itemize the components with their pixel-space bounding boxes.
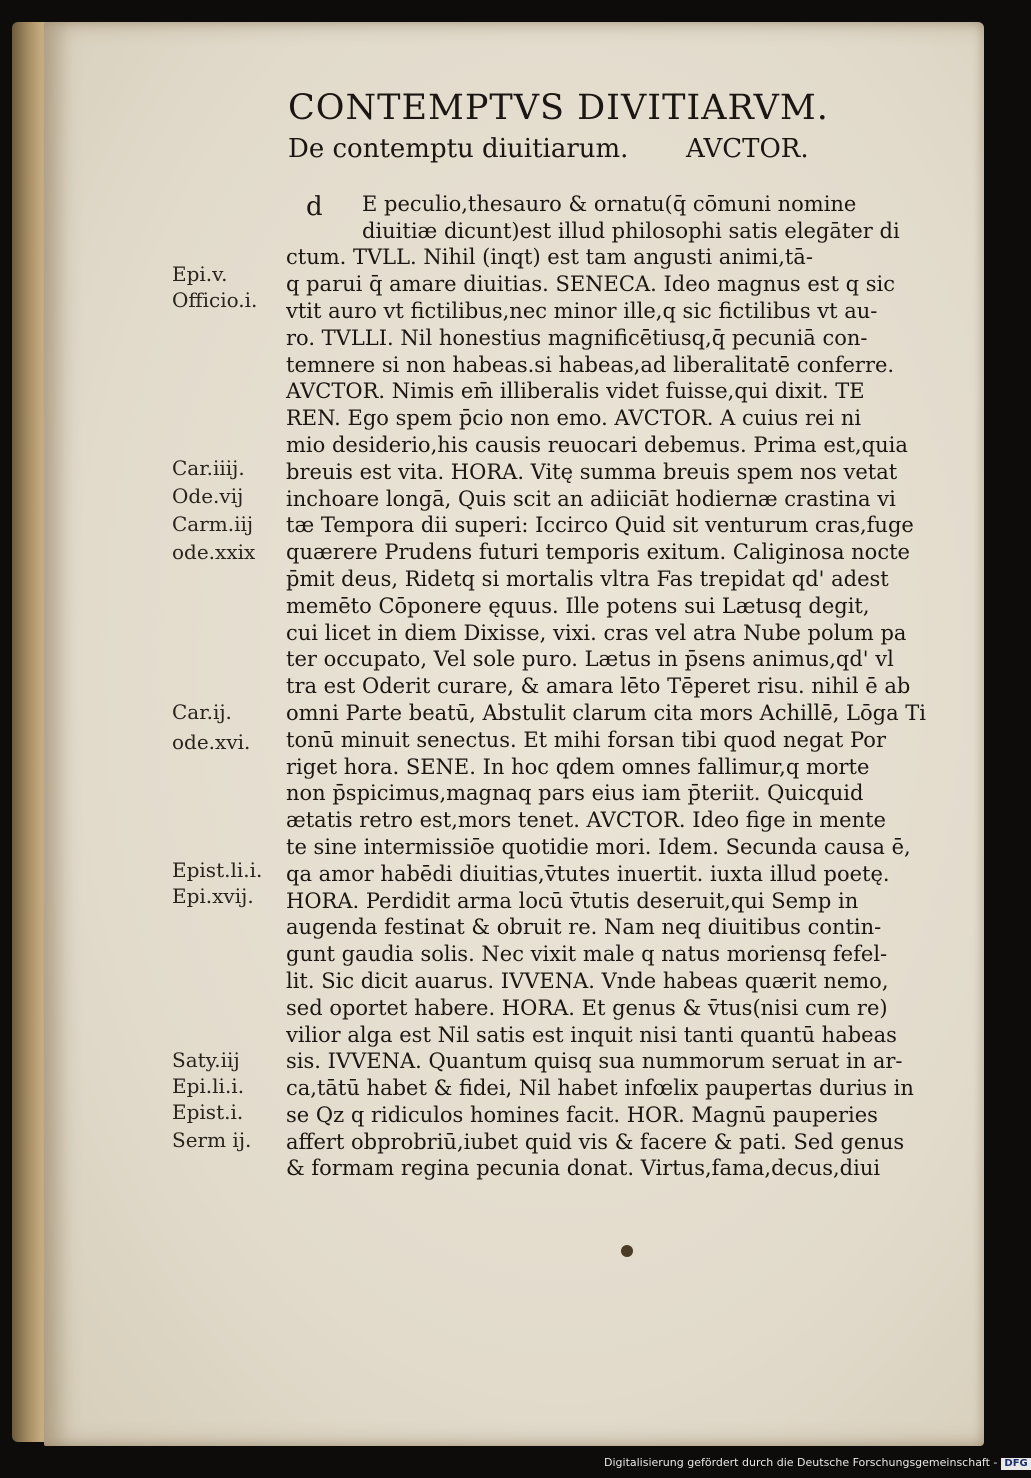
running-header: CONTEMPTVS DIVITIARVM. <box>288 88 829 128</box>
text-line: non p̄spicimus,magnaq pars eius iam p̄teriit. Quicquid <box>286 781 864 806</box>
digitization-credit <box>604 1456 1031 1470</box>
text-line: diuitiæ dicunt)est illud philosophi satis elegāter di <box>362 218 900 243</box>
text-line: ctum. TVLL. Nihil (inqt) est tam angusti animi,tā- <box>286 245 813 270</box>
text-line: AVCTOR. Nimis em̄ illiberalis videt fuisse,qui dixit. TE <box>286 379 865 404</box>
text-line: E peculio,thesauro & ornatu(q̄ cōmuni nomine <box>362 191 857 216</box>
marginal-note: Epi.xvij. <box>172 884 254 908</box>
text-line: inchoare longā, Quis scit an adiiciāt hodiernæ crastina vi <box>286 486 896 511</box>
marginal-note: Serm ij. <box>172 1128 252 1152</box>
signature-letter: d <box>306 192 323 222</box>
text-line: sis. IVVENA. Quantum quisq sua nummorum seruat in ar- <box>286 1049 903 1074</box>
marginal-note: Epi.v. <box>172 262 228 286</box>
text-line: q parui q̄ amare diuitias. SENECA. Ideo magnus est q sic <box>286 272 896 297</box>
text-line: omni Parte beatū, Abstulit clarum cita mors Achillē, Lōga Ti <box>286 700 926 725</box>
text-line: affert obprobriū,iubet quid vis & facere & pati. Sed genus <box>286 1129 905 1154</box>
text-line: lit. Sic dicit auarus. IVVENA. Vnde habeas quærit nemo, <box>286 968 889 993</box>
text-line: ro. TVLLI. Nil honestius magnificētiusq,q̄ pecuniā con- <box>286 325 868 350</box>
marginal-note: Epist.i. <box>172 1100 244 1124</box>
marginal-note: Car.ij. <box>172 700 232 724</box>
text-line: vtit auro vt fictilibus,nec minor ille,q sic fictilibus vt au- <box>286 298 878 323</box>
text-line: tonū minuit senectus. Et mihi forsan tibi quod negat Por <box>286 727 886 752</box>
text-line: quærere Prudens futuri temporis exitum. Caliginosa nocte <box>286 540 910 565</box>
text-line: vilior alga est Nil satis est inquit nisi tanti quantū habeas <box>286 1022 897 1047</box>
marginal-note: Ode.vij <box>172 484 244 508</box>
section-heading <box>288 134 848 164</box>
text-line: breuis est vita. HORA. Vitę summa breuis spem nos vetat <box>286 459 898 484</box>
text-line: tra est Oderit curare, & amara lēto Tēperet risu. nihil ē ab <box>286 674 911 699</box>
marginal-note: ode.xvi. <box>172 730 251 754</box>
section-author-label: AVCTOR. <box>686 134 809 164</box>
marginal-note: ode.xxix <box>172 540 256 564</box>
text-line: memēto Cōponere ęquus. Ille potens sui Lætusq degit, <box>286 593 870 618</box>
text-line: p̄mit deus, Ridetq si mortalis vltra Fas trepidat qd' adest <box>286 566 889 591</box>
marginal-note: Carm.iij <box>172 512 254 536</box>
text-line: ter occupato, Vel sole puro. Lætus in p̄sens animus,qd' vl <box>286 647 894 672</box>
text-line: & formam regina pecunia donat. Virtus,fama,decus,diui <box>286 1156 881 1181</box>
text-line: ætatis retro est,mors tenet. AVCTOR. Ideo fige in mente <box>286 808 886 833</box>
body-text <box>286 164 938 1182</box>
marginal-note: Epi.li.i. <box>172 1074 245 1098</box>
text-line: ca,tātū habet & fidei, Nil habet infœlix paupertas durius in <box>286 1076 914 1101</box>
text-line: qa amor habēdi diuitias,v̄tutes inuertit. iuxta illud poetę. <box>286 861 890 886</box>
text-line: te sine intermissiōe quotidie mori. Idem. Secunda causa ē, <box>286 834 911 859</box>
text-line: mio desiderio,his causis reuocari debemus. Prima est,quia <box>286 432 908 457</box>
section-title: De contemptu diuitiarum. <box>288 134 629 164</box>
text-line: riget hora. SENE. In hoc qdem omnes fallimur,q morte <box>286 754 870 779</box>
dfg-logo: DFG <box>1001 1458 1030 1470</box>
marginal-note: Car.iiij. <box>172 456 245 480</box>
text-line: gunt gaudia solis. Nec vixit male q natus moriensq fefel- <box>286 942 888 967</box>
text-line: temnere si non habeas.si habeas,ad liberalitatē conferre. <box>286 352 895 377</box>
text-line: tæ Tempora dii superi: Iccirco Quid sit venturum cras,fuge <box>286 513 914 538</box>
text-line: REN. Ego spem p̄cio non emo. AVCTOR. A cuius rei ni <box>286 406 862 431</box>
text-line: HORA. Perdidit arma locū v̄tutis deseruit,qui Semp in <box>286 888 859 913</box>
text-line: se Qz q ridiculos homines facit. HOR. Magnū pauperies <box>286 1102 878 1127</box>
text-line: augenda festinat & obruit re. Nam neq diuitibus contin- <box>286 915 882 940</box>
ink-dot-ornament <box>621 1245 633 1257</box>
text-line: sed oportet habere. HORA. Et genus & v̄tus(nisi cum re) <box>286 995 888 1020</box>
credit-text: Digitalisierung gefördert durch die Deutsche Forschungsgemeinschaft - <box>604 1456 998 1469</box>
marginal-note: Saty.iij <box>172 1048 240 1072</box>
marginal-note: Epist.li.i. <box>172 858 263 882</box>
marginal-note: Officio.i. <box>172 288 258 312</box>
text-line: cui licet in diem Dixisse, vixi. cras vel atra Nube polum pa <box>286 620 907 645</box>
